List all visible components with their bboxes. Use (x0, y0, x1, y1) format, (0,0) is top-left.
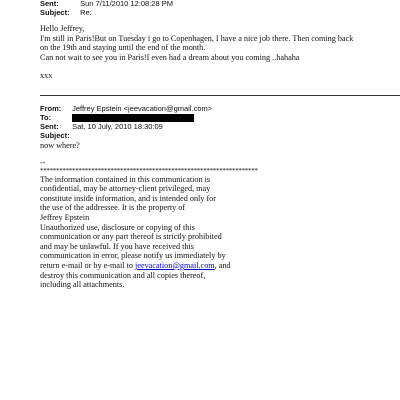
from-row (40, 104, 212, 113)
quoted-email-body (40, 141, 400, 151)
disclaimer-line: The information contained in this communication is (40, 174, 211, 184)
from-value: Jeffrey Epstein <jeevacation@gmail.com> (72, 104, 213, 113)
email-link[interactable]: jeevacation@gmail.com (135, 260, 215, 270)
redaction-bar (72, 114, 194, 122)
disclaimer-line: and may be unlawful. If you have received this (40, 241, 194, 251)
body-line: I'm still in Paris!But on Tuesday i go to Copenhagen, I have a nice job there. Then coming back (40, 33, 354, 43)
signature-block (40, 158, 400, 290)
sent-row (40, 0, 173, 8)
signature-dashes: -- (40, 158, 46, 167)
sent-label: Sent: (40, 122, 59, 132)
to-label: To: (40, 113, 52, 122)
disclaimer-line: communication in error, please notify us immediately by (40, 251, 226, 261)
subject-value: Re: (80, 8, 92, 17)
to-row (40, 113, 212, 122)
disclaimer-line: constitute inside information, and is intended only for (40, 193, 216, 203)
subject-label: Subject: (40, 8, 70, 17)
quoted-email-header (40, 104, 212, 140)
top-email-body (40, 24, 400, 81)
greeting: Hello Jeffrey, (40, 24, 85, 33)
sent-value: Sat, 10 July, 2010 18:30:09 (72, 122, 163, 132)
disclaimer-line: confidential, may be attorney-client privileged, may (40, 184, 211, 194)
disclaimer-line: communication or any part thereof is strictly prohibited (40, 232, 222, 242)
sent-label: Sent: (40, 0, 59, 8)
notify-line (40, 261, 400, 271)
top-email-header (40, 0, 173, 17)
disclaimer-line: the use of the addressee. It is the property of (40, 203, 186, 213)
quoted-message: now where? (40, 141, 80, 150)
sent-row (40, 122, 212, 131)
notify-prefix: return e-mail or by e-mail to (40, 260, 136, 270)
signoff: xxx (40, 71, 53, 81)
notify-suffix: , and (214, 260, 231, 270)
body-line: Can not wait to see you in Paris!I even had a dream about you coming ..hahaha (40, 52, 300, 62)
closing-line: destroy this communication and all copies thereof, (40, 270, 206, 280)
from-label: From: (40, 104, 62, 113)
subject-row (40, 8, 173, 17)
sent-value: Sun 7/11/2010 12:08:28 PM (80, 0, 173, 8)
body-line: on the 19th and staying until the end of the month. (40, 43, 206, 53)
star-divider: ******************************************************************** (40, 166, 258, 175)
disclaimer-line: Unauthorized use, disclosure or copying of this (40, 222, 195, 232)
subject-row (40, 131, 212, 140)
quote-separator (40, 95, 400, 96)
subject-label: Subject: (40, 131, 70, 141)
closing-line: including all attachments. (40, 280, 125, 290)
disclaimer-line: Jeffrey Epstein (40, 212, 90, 222)
